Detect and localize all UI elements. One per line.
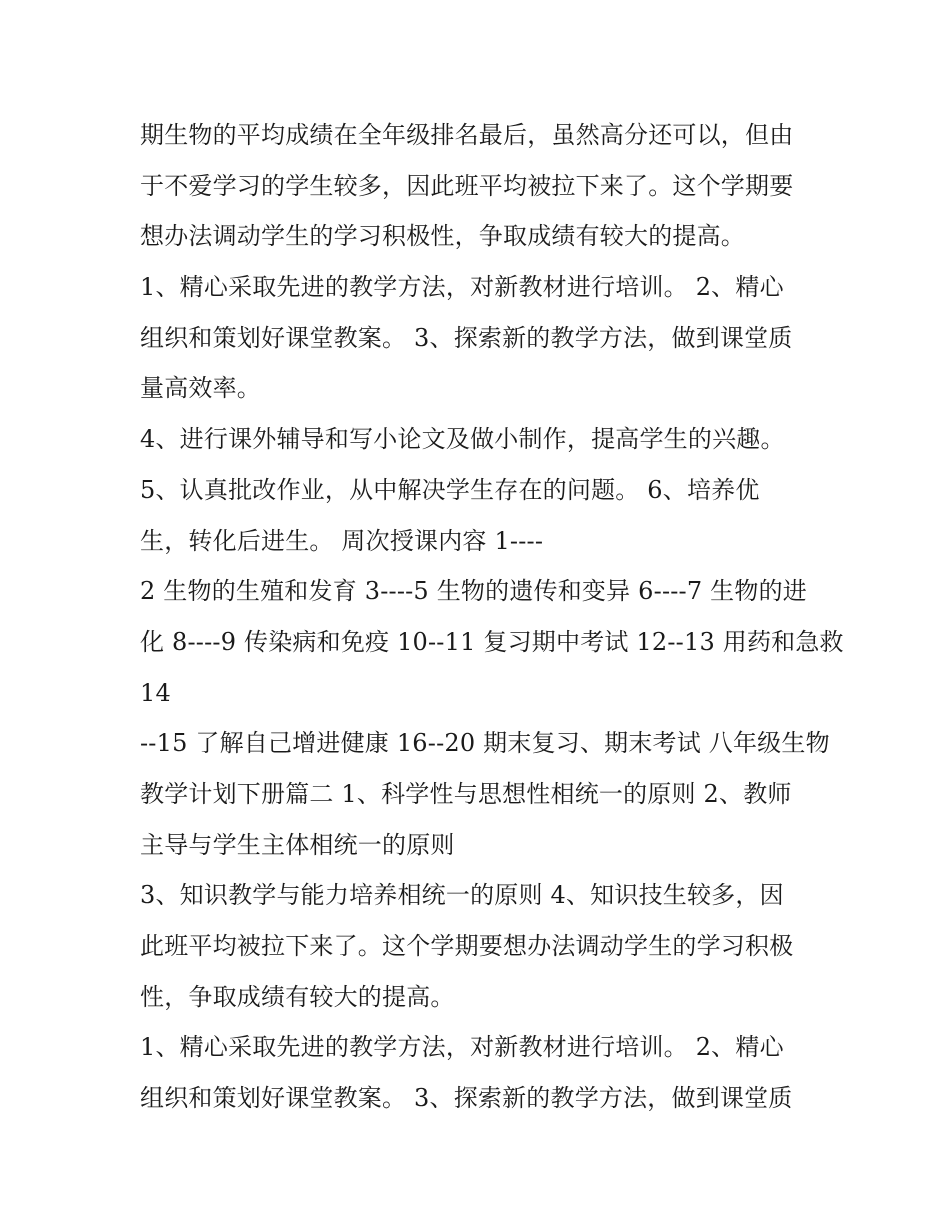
text-line: 4、进行课外辅导和写小论文及做小制作，提高学生的兴趣。 [140,425,785,454]
text-line: 化 8----9 传染病和免疫 10--11 复习期中考试 12--13 用药和急救 [140,627,844,656]
text-line: 性，争取成绩有较大的提高。 [140,982,455,1011]
text-line: 期生物的平均成绩在全年级排名最后，虽然高分还可以，但由 [140,121,794,149]
text-line: 1、精心采取先进的教学方法，对新教材进行培训。 2、精心 [140,1033,784,1062]
text-line: 主导与学生主体相统一的原则 [140,830,455,859]
text-line: 生，转化后进生。 周次授课内容 1---- [140,526,544,555]
text-line: --15 了解自己增进健康 16--20 期末复习、期末考试 八年级生物 [140,729,830,758]
text-line: 3、知识教学与能力培养相统一的原则 4、知识技生较多，因 [140,881,784,910]
text-line: 5、认真批改作业，从中解决学生存在的问题。 6、培养优 [140,475,760,504]
text-line: 组织和策划好课堂教案。 3、探索新的教学方法，做到课堂质 [140,1084,793,1113]
text-line: 14 [140,678,171,707]
text-line: 组织和策划好课堂教案。 3、探索新的教学方法，做到课堂质 [140,323,793,352]
text-line: 教学计划下册篇二 1、科学性与思想性相统一的原则 2、教师 [140,779,792,808]
text-line: 此班平均被拉下来了。这个学期要想办法调动学生的学习积极 [140,932,794,960]
document-body [140,110,844,1124]
text-line: 1、精心采取先进的教学方法，对新教材进行培训。 2、精心 [140,273,784,302]
text-line: 于不爱学习的学生较多，因此班平均被拉下来了。这个学期要 [140,171,794,200]
text-line: 想办法调动学生的学习积极性，争取成绩有较大的提高。 [140,222,745,251]
text-line: 量高效率。 [140,374,261,403]
text-line: 2 生物的生殖和发育 3----5 生物的遗传和变异 6----7 生物的进 [140,577,807,606]
